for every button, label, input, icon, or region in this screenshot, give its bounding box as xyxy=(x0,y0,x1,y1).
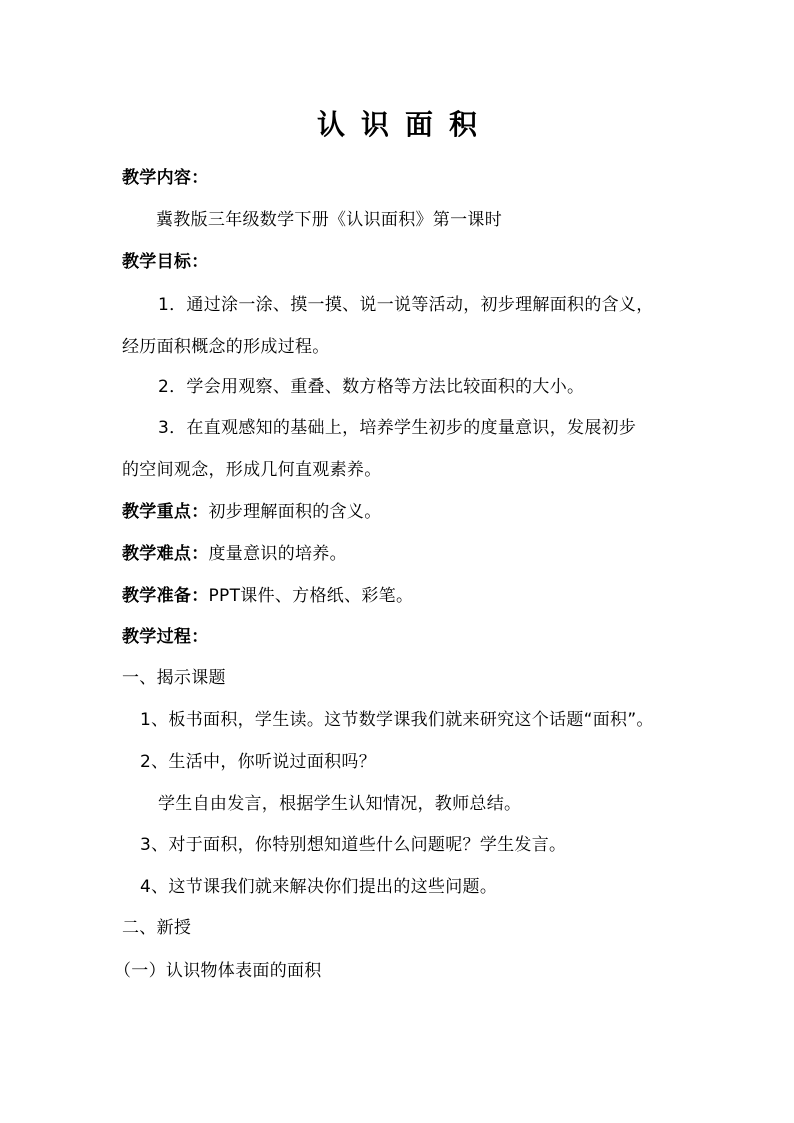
goals-label: 教学目标： xyxy=(122,252,209,272)
goal-3-line-2: 的空间观念，形成几何直观素养。 xyxy=(122,460,382,480)
goal-1-line-2: 经历面积概念的形成过程。 xyxy=(122,337,330,357)
prep-label: 教学准备： xyxy=(122,586,209,606)
key-point xyxy=(122,502,382,522)
key-label: 教学重点： xyxy=(122,502,209,522)
part-1-heading: 一、揭示课题 xyxy=(122,668,226,688)
step-1: 1、板书面积，学生读。这节数学课我们就来研究这个话题“面积”。 xyxy=(140,710,654,730)
step-2-note: 学生自由发言，根据学生认知情况，教师总结。 xyxy=(158,794,522,814)
difficulty-point xyxy=(122,544,347,564)
difficulty-text: 度量意识的培养。 xyxy=(208,544,347,564)
content-text: 冀教版三年级数学下册《认识面积》第一课时 xyxy=(156,210,502,230)
part-2-subheading: （一）认识物体表面的面积 xyxy=(114,961,322,981)
step-2: 2、生活中，你听说过面积吗？ xyxy=(140,752,377,772)
difficulty-label: 教学难点： xyxy=(122,544,209,564)
step-4: 4、这节课我们就来解决你们提出的这些问题。 xyxy=(140,877,498,897)
goal-1-line-1: 1．通过涂一涂、摸一摸、说一说等活动，初步理解面积的含义， xyxy=(158,295,654,315)
goal-3-line-1: 3．在直观感知的基础上，培养学生初步的度量意识，发展初步 xyxy=(158,418,637,438)
content-label: 教学内容： xyxy=(122,168,209,188)
key-text: 初步理解面积的含义。 xyxy=(208,502,382,522)
prep-text: PPT课件、方格纸、彩笔。 xyxy=(208,586,414,606)
part-2-heading: 二、新授 xyxy=(122,918,192,938)
preparation xyxy=(122,586,413,606)
step-3: 3、对于面积，你特别想知道些什么问题呢？学生发言。 xyxy=(140,835,567,855)
goal-2: 2．学会用观察、重叠、数方格等方法比较面积的大小。 xyxy=(158,377,585,397)
process-label: 教学过程： xyxy=(122,627,209,647)
page-title: 认识面积 xyxy=(316,108,493,141)
